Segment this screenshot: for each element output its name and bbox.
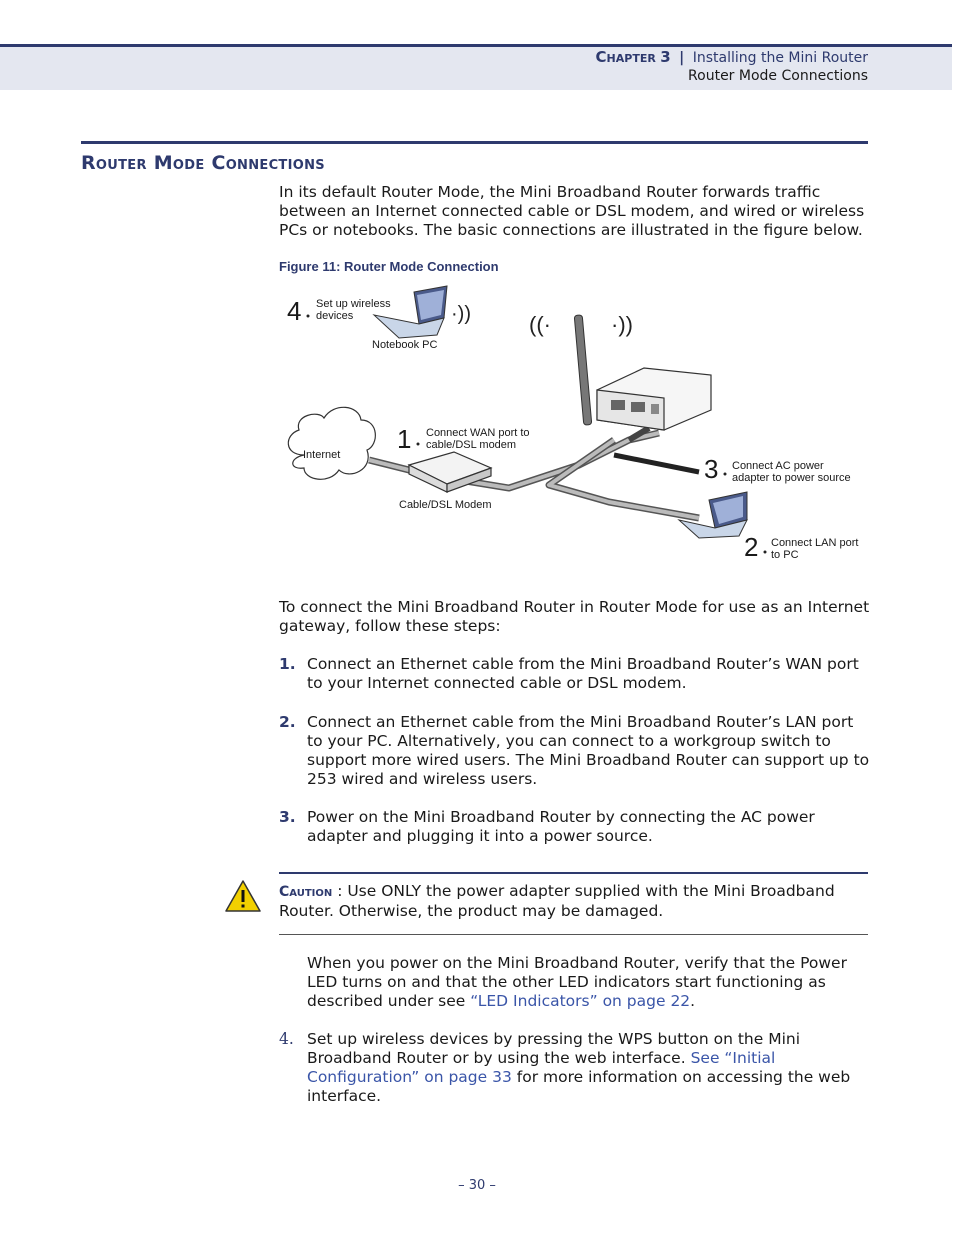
header-separator: | [679, 50, 685, 66]
modem-label: Cable/DSL Modem [399, 499, 492, 511]
caution-rule-bottom [279, 934, 868, 935]
running-header [596, 48, 868, 85]
page-number: – 30 – [458, 1178, 496, 1193]
intro-paragraph: In its default Router Mode, the Mini Broadband Router forwards traffic between an Internet connected cable or DSL modem, and wired or wireless PCs or notebooks. The basic connections are illustrated in the figure below. [279, 183, 865, 239]
internet-cloud [288, 407, 375, 479]
step-number: 1. [279, 655, 296, 673]
step-text: Connect an Ethernet cable from the Mini Broadband Router’s LAN port to your PC. Alternatively, you can connect to a workgroup switch to support more wired users. The Mini Broadband Router can support up to 253 wired and wireless users. [307, 713, 870, 788]
figure-step4-number: 4 [287, 296, 302, 326]
figure-step3-number: 3 [704, 454, 719, 484]
figure-step3-text-1: Connect AC power [732, 460, 824, 472]
figure-step1-text-2: cable/DSL modem [426, 439, 517, 451]
figure-step4-text-1: Set up wireless [316, 298, 391, 310]
header-section-title: Router Mode Connections [688, 68, 868, 84]
caution-text: : Use ONLY the power adapter supplied with the Mini Broadband Router. Otherwise, the product may be damaged. [279, 882, 835, 920]
figure-step2-text-2: to PC [771, 549, 799, 561]
figure-step2-number: 2 [744, 532, 759, 562]
step4-text-end: for more information on accessing the web interface. [307, 1068, 851, 1105]
chapter-line [596, 48, 868, 67]
step-item [279, 655, 871, 693]
internet-label: Internet [303, 449, 341, 461]
step-number: 3. [279, 808, 296, 826]
power-note-text: When you power on the Mini Broadband Router, verify that the Power LED turns on and that the other LED indicators start functioning as described under see [307, 954, 847, 1010]
figure-step2-text-1: Connect LAN port [771, 537, 859, 549]
step-text: Connect an Ethernet cable from the Mini Broadband Router’s WAN port to your Internet connected cable or DSL modem. [307, 655, 859, 692]
router-diagram [279, 280, 871, 570]
figure-step3-text-2: adapter to power source [732, 472, 851, 484]
figure-step1-number: 1 [397, 424, 412, 454]
chapter-label: Chapter [595, 48, 656, 66]
figure-caption: Figure 11: Router Mode Connection [279, 259, 499, 274]
power-note-end: . [690, 992, 696, 1010]
figure-step4-text-2: devices [316, 310, 354, 322]
step-number: 2. [279, 713, 296, 731]
caution-rule-top [279, 872, 868, 874]
power-cable [614, 455, 699, 472]
section-title: Router Mode Connections [81, 152, 325, 174]
steps-intro: To connect the Mini Broadband Router in Router Mode for use as an Internet gateway, follow these steps: [279, 598, 870, 635]
router-mode-figure [279, 280, 871, 570]
step-item [279, 713, 871, 789]
chapter-title: Installing the Mini Router [692, 50, 868, 66]
caution-warning-icon [224, 879, 262, 913]
router-antenna [574, 315, 592, 425]
step-number: 4. [279, 1030, 294, 1048]
chapter-number: 3 [660, 48, 671, 66]
caution-label: Caution [279, 884, 333, 900]
caution-note [279, 882, 871, 921]
step-item [279, 808, 871, 846]
notebook-label: Notebook PC [372, 339, 438, 351]
section-rule [81, 141, 868, 144]
figure-step1-text-1: Connect WAN port to [426, 427, 530, 439]
power-note [279, 954, 871, 1011]
step-text: Power on the Mini Broadband Router by connecting the AC power adapter and plugging it into a power source. [307, 808, 815, 845]
step4-text: Set up wireless devices by pressing the WPS button on the Mini Broadband Router or by using the web interface. [307, 1030, 801, 1067]
router-signal-right-icon: ·)) [611, 312, 633, 337]
led-indicators-link[interactable]: “LED Indicators” on page 22 [470, 992, 691, 1010]
notebook-signal-icon: ·)) [451, 303, 471, 325]
step-item [279, 1030, 871, 1106]
router-signal-left-icon: ((· [529, 312, 551, 337]
initial-configuration-link[interactable]: See “Initial Configuration” on page 33 [307, 1049, 776, 1086]
